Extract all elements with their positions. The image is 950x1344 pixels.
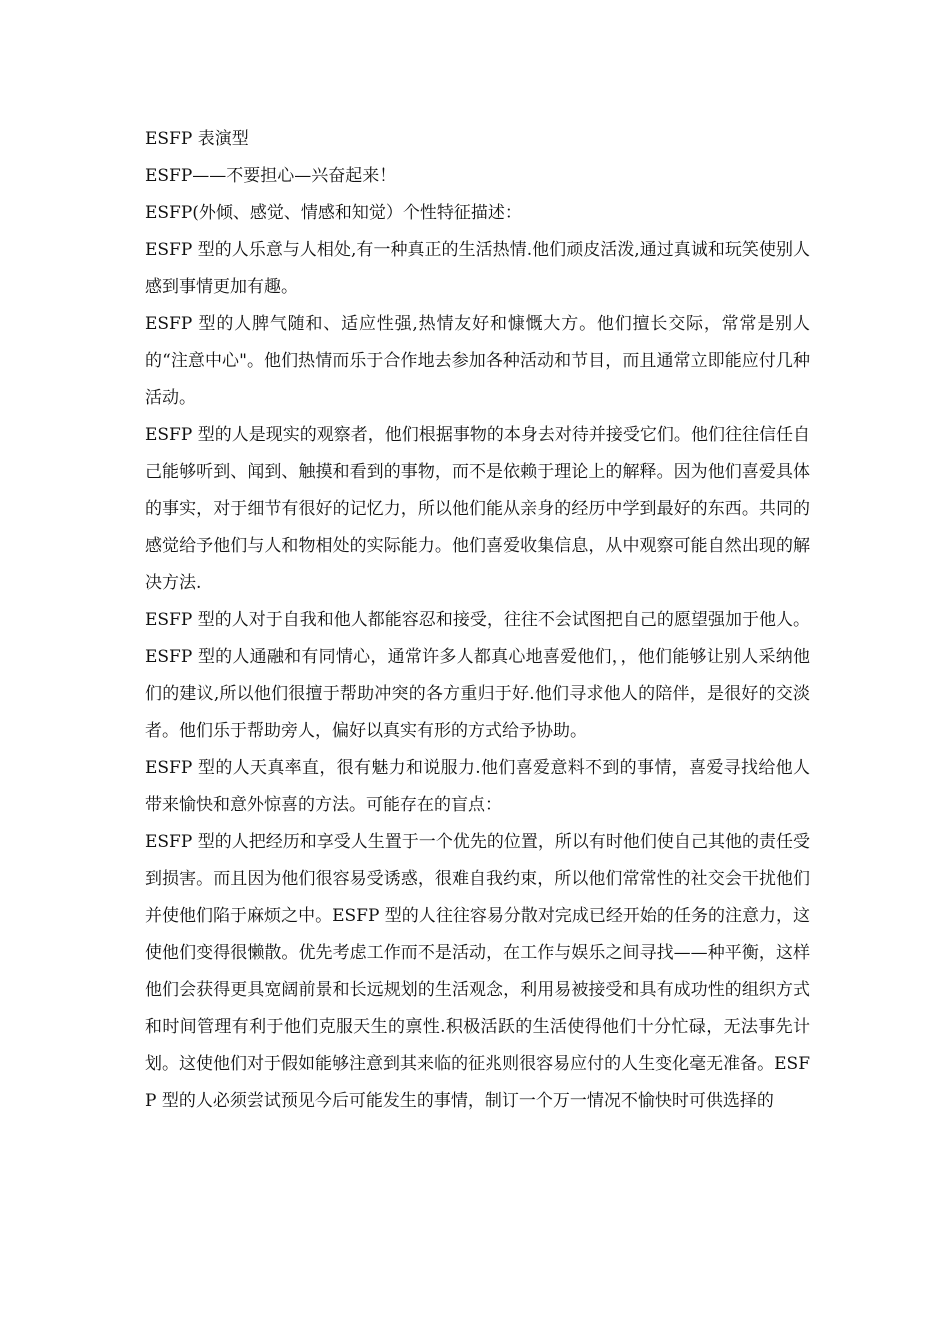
document-title: ESFP 表演型 [145,129,249,149]
paragraph-4: ESFP 型的人对于自我和他人都能容忍和接受，往往不会试图把自己的愿望强加于他人。ESFP 型的人通融和有同情心，通常许多人都真心地喜爱他们，，他们能够让别人采纳他们的建议,所以他们很擅于帮助冲突的各方重归于好.他们寻求他人的陪伴，是很好的交淡者。他们乐于帮助旁人，偏好以真实有形的方式给予协助。 [145,610,810,741]
section-heading: ESFP(外倾、感觉、情感和知觉）个性特征描述： [145,203,522,223]
paragraph-3: ESFP 型的人是现实的观察者，他们根据事物的本身去对待并接受它们。他们往往信任自己能够听到、闻到、触摸和看到的事物，而不是依赖于理论上的解释。因为他们喜爱具体的事实，对于细节有很好的记忆力，所以他们能从亲身的经历中学到最好的东西。共同的感觉给予他们与人和物相处的实际能力。他们喜爱收集信息，从中观察可能自然出现的解决方法. [145,425,810,593]
paragraph-6: ESFP 型的人把经历和享受人生置于一个优先的位置，所以有时他们使自己其他的责任受到损害。而且因为他们很容易受诱惑，很难自我约束，所以他们常常性的社交会干扰他们并使他们陷于麻烦之中。ESFP 型的人往往容易分散对完成已经开始的任务的注意力，这使他们变得很懒散。优先考虑工作而不是活动，在工作与娱乐之间寻找——种平衡，这样他们会获得更具宽阔前景和长远规划的生活观念，利用易被接受和具有成功性的组织方式和时间管理有利于他们克服天生的禀性.积极活跃的生活使得他们十分忙碌，无法事先计划。这使他们对于假如能够注意到其来临的征兆则很容易应付的人生变化毫无准备。ESFP 型的人必须尝试预见今后可能发生的事情，制订一个万一情况不愉快时可供选择的 [145,832,810,1111]
document-slogan: ESFP——不要担心—兴奋起来！ [145,166,397,186]
document-body [145,121,810,1120]
paragraph-1: ESFP 型的人乐意与人相处,有一种真正的生活热情.他们顽皮活泼,通过真诚和玩笑使别人感到事情更加有趣。 [145,240,810,297]
paragraph-5: ESFP 型的人天真率直，很有魅力和说服力.他们喜爱意料不到的事情，喜爱寻找给他人带来愉快和意外惊喜的方法。可能存在的盲点： [145,758,810,815]
paragraph-2: ESFP 型的人脾气随和、适应性强,热情友好和慷慨大方。他们擅长交际，常常是别人的“注意中心"。他们热情而乐于合作地去参加各种活动和节目，而且通常立即能应付几种活动。 [145,314,810,408]
